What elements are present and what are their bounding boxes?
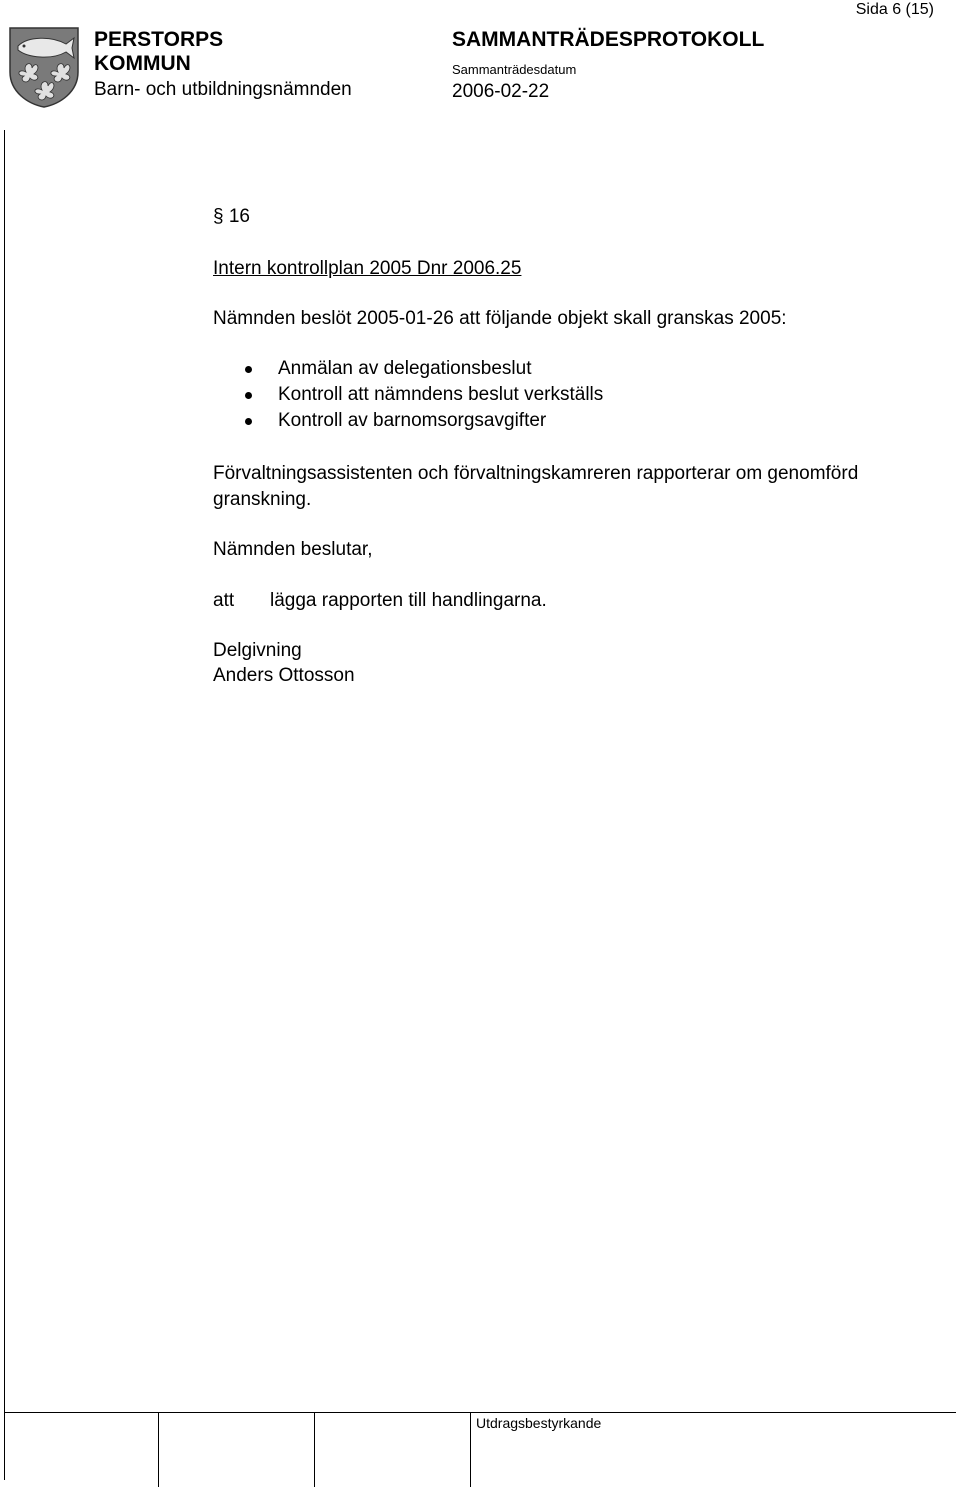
delivery-label: Delgivning <box>213 640 302 661</box>
organization-name-line2: KOMMUN <box>94 52 191 75</box>
meeting-date-label: Sammanträdesdatum <box>452 62 577 77</box>
footer-rule <box>4 1412 956 1413</box>
signature-box-divider <box>314 1412 315 1487</box>
intro-paragraph: Nämnden beslöt 2005-01-26 att följande objekt skall granskas 2005: <box>213 308 787 329</box>
certification-label: Utdragsbestyrkande <box>476 1415 602 1431</box>
department-name: Barn- och utbildningsnämnden <box>94 79 352 100</box>
delivery-recipient: Anders Ottosson <box>213 665 355 686</box>
section-number: § 16 <box>213 206 250 227</box>
audit-items-list <box>240 356 603 434</box>
organization-name-line1: PERSTORPS <box>94 28 224 51</box>
meeting-date-value: 2006-02-22 <box>452 81 550 102</box>
decision-text: lägga rapporten till handlingarna. <box>270 590 547 611</box>
report-paragraph: Förvaltningsassistenten och förvaltningskamreren rapporterar om genomförd granskning. <box>213 463 859 510</box>
signature-box-divider <box>158 1412 159 1487</box>
signature-box-divider <box>470 1412 471 1487</box>
list-item: Anmälan av delegationsbeslut <box>240 356 603 382</box>
bullet-icon <box>245 392 252 399</box>
page-number: Sida 6 (15) <box>855 1 934 18</box>
document-title: SAMMANTRÄDESPROTOKOLL <box>452 28 765 51</box>
section-heading: Intern kontrollplan 2005 Dnr 2006.25 <box>213 258 522 279</box>
list-item: Kontroll att nämndens beslut verkställs <box>240 382 603 408</box>
left-margin-rule <box>4 130 5 1480</box>
list-item: Kontroll av barnomsorgsavgifter <box>240 408 603 434</box>
bullet-icon <box>245 366 252 373</box>
municipal-crest-logo <box>8 26 80 108</box>
decision-att: att <box>213 590 235 611</box>
decision-intro: Nämnden beslutar, <box>213 539 373 560</box>
bullet-icon <box>245 418 252 425</box>
